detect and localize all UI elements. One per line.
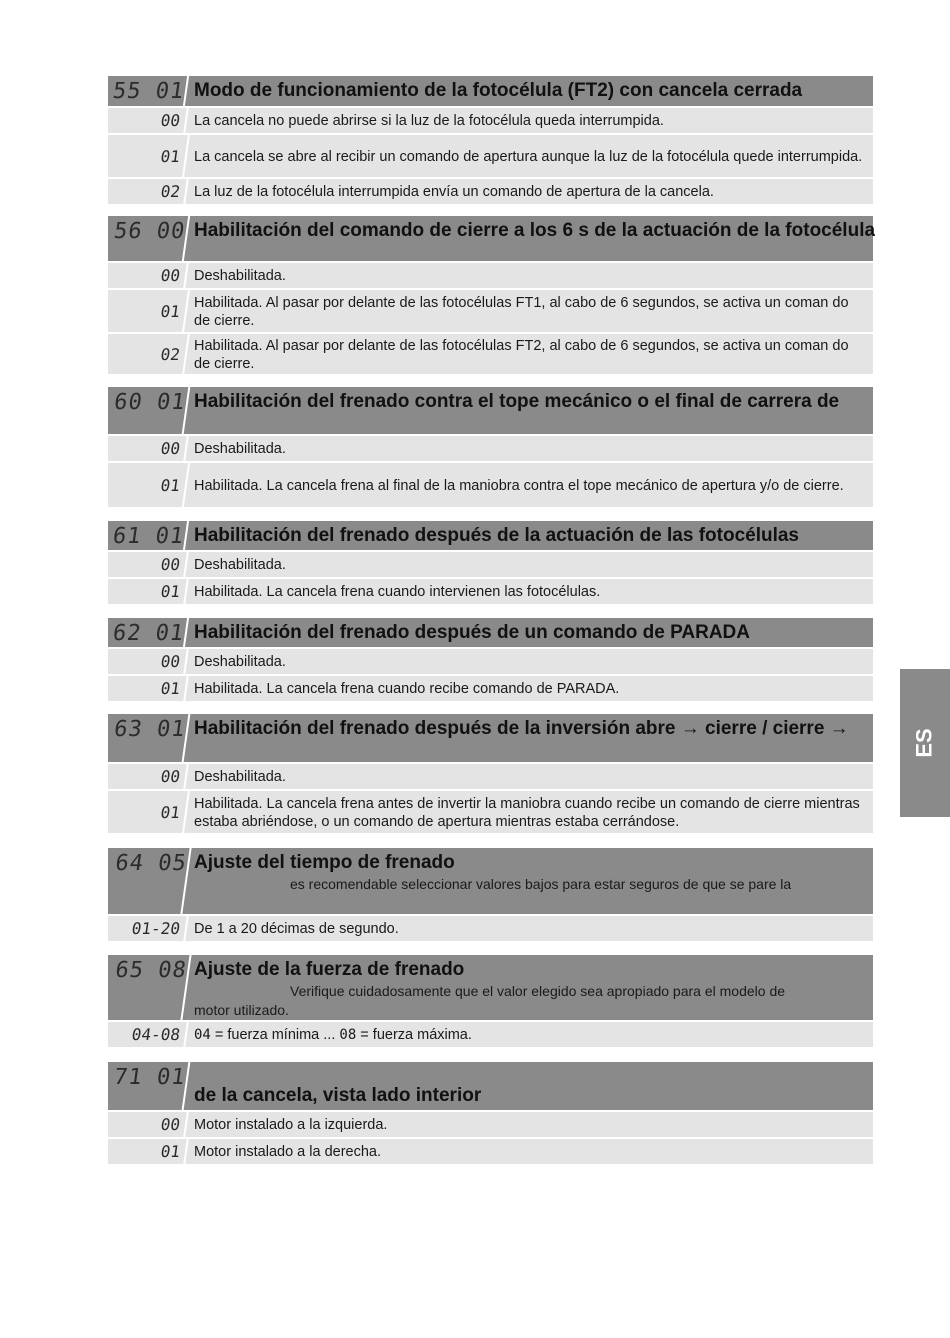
param-section-56: [108, 216, 876, 376]
option-row: [108, 1139, 873, 1166]
param-note-cont: motor utilizado.: [194, 1002, 289, 1018]
param-code: 65 08: [103, 955, 191, 1020]
option-row: [108, 916, 873, 943]
param-code: 62 01: [106, 618, 189, 647]
option-value: 00: [106, 436, 189, 461]
option-text: La cancela se abre al recibir un comando de apertura aunque la luz de la fotocélula quede interrumpida.: [194, 148, 863, 165]
param-code: 60 01: [105, 387, 191, 434]
param-section-55: [108, 76, 873, 206]
option-value: 02: [106, 179, 189, 204]
param-section-61: [108, 521, 873, 606]
option-value: 00: [106, 1112, 189, 1137]
option-row: [108, 263, 873, 290]
param-note: es recomendable seleccionar valores bajos para estar seguros de que se pare la: [290, 876, 792, 892]
option-text: Deshabilitada.: [194, 441, 286, 457]
param-title: Habilitación del frenado después de la inversión abre → cierre / cierre →: [194, 718, 849, 739]
param-section-65: [108, 955, 873, 1049]
param-section-63: [108, 714, 873, 835]
param-header: [108, 955, 873, 1022]
option-row: [108, 135, 873, 179]
param-code: 64 05: [103, 848, 191, 914]
range-min-label: = fuerza mínima ...: [210, 1027, 340, 1043]
option-row: [108, 108, 873, 135]
option-value: 00: [106, 108, 189, 133]
param-code: 56 00: [105, 216, 190, 261]
param-header: [108, 1062, 873, 1112]
option-row: [108, 649, 873, 676]
param-title: Habilitación del frenado contra el tope mecánico o el final de carrera de: [194, 391, 840, 412]
param-header: [108, 714, 873, 764]
option-row: [108, 579, 873, 606]
option-text: Habilitada. Al pasar por delante de las fotocélulas FT1, al cabo de 6 segundos, se activa un coman do de cierre.: [194, 294, 849, 329]
param-title: Modo de funcionamiento de la fotocélula (FT2) con cancela cerrada: [194, 80, 803, 101]
option-value: 02: [105, 334, 190, 374]
language-tab-label: ES: [911, 728, 937, 758]
option-text: La cancela no puede abrirse si la luz de la fotocélula queda interrumpida.: [194, 113, 664, 129]
param-header: [108, 848, 873, 916]
option-row: [108, 676, 873, 703]
param-title: Habilitación del comando de cierre a los 6 s de la actuación de la fotocélula: [194, 220, 876, 241]
option-row: [108, 552, 873, 579]
option-text: Deshabilitada.: [194, 268, 286, 284]
param-note: Verifique cuidadosamente que el valor elegido sea apropiado para el modelo de: [290, 983, 786, 999]
option-value: 01: [106, 1139, 189, 1164]
range-max-label: = fuerza máxima.: [356, 1027, 472, 1043]
param-section-62: [108, 618, 873, 703]
option-row: [108, 463, 873, 509]
param-title: de la cancela, vista lado interior: [194, 1085, 482, 1106]
param-header: [108, 618, 873, 649]
param-title: Ajuste de la fuerza de frenado: [194, 959, 465, 980]
option-text: De 1 a 20 décimas de segundo.: [194, 921, 399, 937]
param-code: 55 01: [106, 76, 189, 106]
param-title: Habilitación del frenado después de la actuación de las fotocélulas: [194, 525, 799, 546]
param-section-71: [108, 1062, 873, 1166]
option-text: Habilitada. La cancela frena cuando intervienen las fotocélulas.: [194, 584, 601, 600]
option-row: [108, 1022, 873, 1049]
range-min-value: 04: [194, 1027, 211, 1043]
option-row: [108, 290, 873, 334]
option-value: 01: [105, 290, 190, 332]
param-title: Ajuste del tiempo de frenado: [194, 852, 455, 873]
option-row: [108, 791, 873, 835]
option-value: 00: [106, 649, 189, 674]
option-text: La luz de la fotocélula interrumpida envía un comando de apertura de la cancela.: [194, 184, 714, 200]
option-row: [108, 334, 873, 376]
param-header: [108, 76, 873, 108]
option-text: Habilitada. La cancela frena al final de la maniobra contra el tope mecánico de apertura y/o de cierre.: [194, 477, 844, 494]
option-text: Habilitada. La cancela frena cuando recibe comando de PARADA.: [194, 681, 620, 697]
option-value: 01: [105, 135, 190, 177]
option-text: Deshabilitada.: [194, 557, 286, 573]
option-value: 00: [106, 263, 189, 288]
param-header: [108, 216, 876, 263]
option-row: [108, 436, 873, 463]
param-section-64: [108, 848, 873, 943]
param-code: 71 01: [105, 1062, 191, 1110]
option-value: 01: [106, 676, 189, 701]
param-code: 61 01: [106, 521, 189, 550]
option-text: Habilitada. La cancela frena antes de invertir la maniobra cuando recibe un comando de cierre mientras estaba abriéndose, o un comando de apertura mientras estaba cerrándose.: [194, 795, 860, 830]
option-text: Deshabilitada.: [194, 654, 286, 670]
option-text: Motor instalado a la derecha.: [194, 1144, 381, 1160]
param-header: [108, 521, 873, 552]
option-value: 01-20: [106, 916, 189, 941]
option-text: Habilitada. Al pasar por delante de las fotocélulas FT2, al cabo de 6 segundos, se activa un coman do de cierre.: [194, 337, 849, 372]
option-value: 01: [105, 791, 190, 833]
param-title: Habilitación del frenado después de un comando de PARADA: [194, 622, 751, 643]
option-text: [187, 1022, 873, 1047]
option-value: 00: [106, 552, 189, 577]
range-max-value: 08: [339, 1027, 357, 1043]
option-value: 04-08: [106, 1022, 189, 1047]
param-section-60: [108, 387, 873, 509]
option-text: Motor instalado a la izquierda.: [194, 1117, 388, 1133]
param-header: [108, 387, 873, 436]
option-row: [108, 1112, 873, 1139]
option-value: 01: [106, 579, 189, 604]
language-tab: [900, 669, 950, 817]
param-code: 63 01: [105, 714, 191, 762]
option-text: Deshabilitada.: [194, 769, 286, 785]
option-value: 00: [106, 764, 189, 789]
option-value: 01: [105, 463, 190, 507]
option-row: [108, 179, 873, 206]
option-row: [108, 764, 873, 791]
